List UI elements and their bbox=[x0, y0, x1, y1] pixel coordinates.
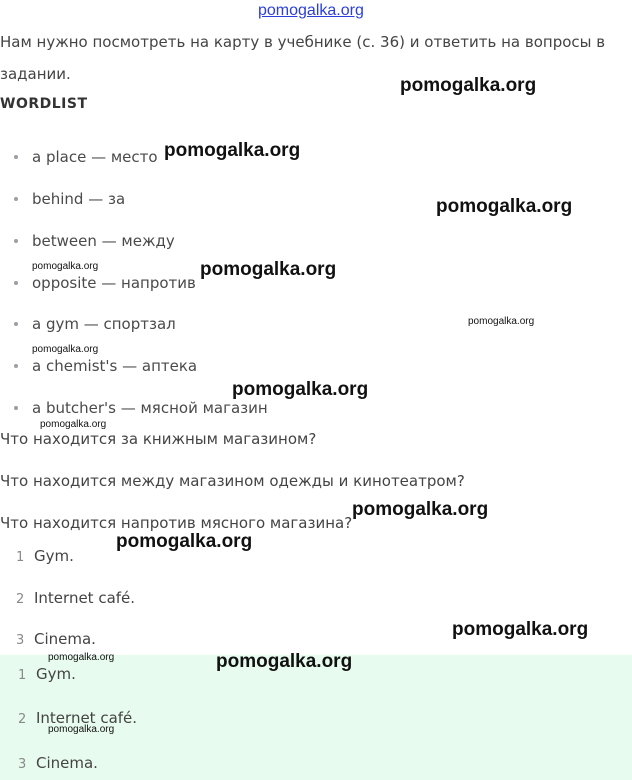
wordlist-item-text: a chemist's — аптека bbox=[32, 357, 198, 375]
bullet-icon bbox=[14, 322, 18, 326]
answer-item bbox=[16, 547, 74, 565]
bullet-icon bbox=[14, 406, 18, 410]
wordlist-item bbox=[14, 232, 175, 250]
wordlist-item-text: between — между bbox=[32, 232, 175, 250]
answer-text: Gym. bbox=[34, 547, 74, 565]
wordlist-item-text: opposite — напротив bbox=[32, 274, 196, 292]
answer-number: 1 bbox=[16, 550, 25, 565]
answer-number: 3 bbox=[18, 757, 27, 772]
question: Что находится между магазином одежды и кинотеатром? bbox=[0, 472, 465, 490]
highlighted-answer-item bbox=[18, 665, 76, 683]
wordlist-item bbox=[14, 190, 125, 208]
watermark: pomogalka.org bbox=[468, 316, 535, 327]
watermark: pomogalka.org bbox=[40, 419, 107, 430]
bullet-icon bbox=[14, 239, 18, 243]
watermark: pomogalka.org bbox=[48, 652, 115, 663]
answer-item bbox=[16, 589, 135, 607]
answer-text: Gym. bbox=[36, 665, 76, 683]
wordlist-item bbox=[14, 357, 197, 375]
highlighted-answer-item bbox=[18, 754, 98, 772]
answer-text: Internet café. bbox=[34, 589, 136, 607]
wordlist-item-text: a butcher's — мясной магазин bbox=[32, 399, 268, 417]
question: Что находится за книжным магазином? bbox=[0, 430, 317, 448]
watermark: pomogalka.org bbox=[116, 531, 253, 552]
intro-line-1: Нам нужно посмотреть на карту в учебнике (с. 36) и ответить на вопросы в bbox=[0, 33, 606, 51]
answer-item bbox=[16, 630, 96, 648]
answer-text: Internet café. bbox=[36, 709, 138, 727]
watermark: pomogalka.org bbox=[452, 619, 589, 640]
watermark: pomogalka.org bbox=[32, 344, 99, 355]
watermark: pomogalka.org bbox=[436, 196, 573, 217]
watermark: pomogalka.org bbox=[216, 651, 353, 672]
answer-number: 2 bbox=[16, 592, 25, 607]
answer-text: Cinema. bbox=[36, 754, 98, 772]
wordlist-item bbox=[14, 399, 268, 417]
answer-number: 1 bbox=[18, 668, 27, 683]
answer-text: Cinema. bbox=[34, 630, 96, 648]
bullet-icon bbox=[14, 364, 18, 368]
watermark: pomogalka.org bbox=[200, 259, 337, 280]
wordlist-item bbox=[14, 148, 158, 166]
watermark: pomogalka.org bbox=[32, 261, 99, 272]
wordlist-item-text: a gym — спортзал bbox=[32, 315, 176, 333]
watermark: pomogalka.org bbox=[48, 724, 115, 735]
bullet-icon bbox=[14, 155, 18, 159]
wordlist-heading: WORDLIST bbox=[0, 96, 88, 112]
watermark: pomogalka.org bbox=[400, 75, 537, 96]
answer-number: 2 bbox=[18, 712, 27, 727]
watermark: pomogalka.org bbox=[164, 140, 301, 161]
bullet-icon bbox=[14, 281, 18, 285]
wordlist-item bbox=[14, 274, 196, 292]
intro-line-2: задании. bbox=[0, 65, 71, 83]
wordlist-item-text: behind — за bbox=[32, 190, 126, 208]
question: Что находится напротив мясного магазина? bbox=[0, 514, 353, 532]
site-link[interactable]: pomogalka.org bbox=[258, 2, 364, 19]
wordlist-item bbox=[14, 315, 176, 333]
answer-number: 3 bbox=[16, 633, 25, 648]
watermark: pomogalka.org bbox=[352, 499, 489, 520]
wordlist-item-text: a place — место bbox=[32, 148, 158, 166]
watermark: pomogalka.org bbox=[232, 379, 369, 400]
bullet-icon bbox=[14, 197, 18, 201]
